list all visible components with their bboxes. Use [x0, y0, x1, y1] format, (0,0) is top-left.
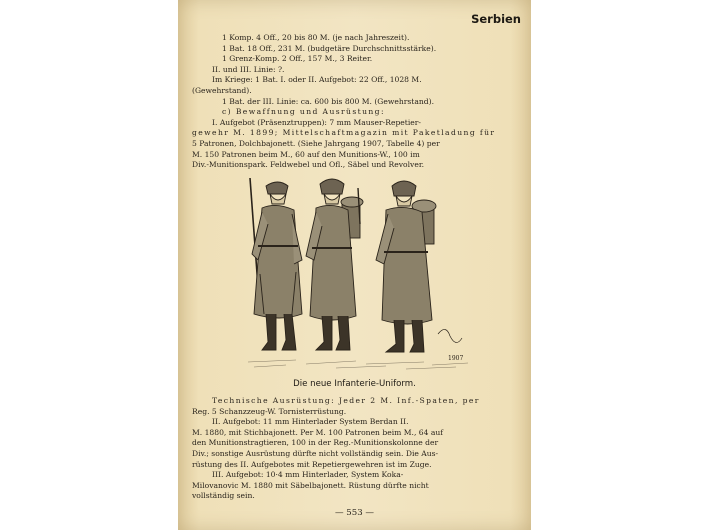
text-line: Reg. 5 Schanzzeug-W. Tornisterrüstung.: [192, 406, 347, 416]
infantry-uniform-illustration: [236, 164, 476, 380]
text-line: vollständig sein.: [192, 491, 255, 501]
soldier-right: [376, 181, 436, 352]
text-line: 1 Komp. 4 Off., 20 bis 80 M. (je nach Jahreszeit).: [222, 33, 410, 42]
artist-signature-mark: [438, 329, 462, 342]
soldier-left: [250, 178, 302, 350]
text-line: 5 Patronen, Dolchbajonett. (Siehe Jahrgang 1907, Tabelle 4) per: [192, 138, 440, 148]
text-line: 1 Bat. der III. Linie: ca. 600 bis 800 M. (Gewehrstand).: [222, 96, 434, 106]
text-line: 1 Bat. 18 Off., 231 M. (budgetäre Durchschnittsstärke).: [222, 43, 437, 53]
text-line: Div.-Munitionspark. Feldwebel und Ofl., Säbel und Revolver.: [192, 160, 425, 170]
soldier-middle: [306, 179, 363, 350]
text-line: Im Kriege: 1 Bat. I. oder II. Aufgebot: 22 Off., 1028 M.: [212, 75, 422, 85]
book-page: [178, 0, 531, 530]
text-line: III. Aufgebot: 10·4 mm Hinterlader, System Koka-: [212, 470, 404, 480]
running-header: Serbien: [471, 12, 521, 26]
text-block-top: [192, 33, 512, 171]
text-block-bottom: [192, 396, 512, 502]
page-number: — 553 —: [334, 508, 375, 518]
text-line: II. Aufgebot: 11 mm Hinterlader System Berdan II.: [212, 417, 409, 427]
text-line: Div.; sonstige Ausrüstung dürfte nicht vollständig sein. Die Aus-: [192, 448, 439, 458]
text-line: 1 Grenz-Komp. 2 Off., 157 M., 3 Reiter.: [222, 54, 373, 64]
text-line: c) Bewaffnung und Ausrüstung:: [222, 107, 385, 117]
text-line: Milovanovic M. 1880 mit Säbelbajonett. Rüstung dürfte nicht: [192, 480, 429, 490]
text-line: M. 1880, mit Stichbajonett. Per M. 100 Patronen beim M., 64 auf: [192, 427, 444, 437]
figure-caption: Die neue Infanterie-Uniform.: [293, 379, 416, 389]
text-line: rüstung des II. Aufgebotes mit Repetiergewehren ist im Zuge.: [192, 459, 432, 469]
signature-year: 1907: [448, 355, 464, 362]
text-line: Technische Ausrüstung: Jeder 2 M. Inf.-Spaten, per: [212, 396, 480, 405]
text-line: I. Aufgebot (Präsenztruppen): 7 mm Mauser-Repetier-: [212, 117, 421, 127]
text-line: gewehr M. 1899; Mittelschaftmagazin mit Paketladung für: [192, 128, 496, 138]
text-line: II. und III. Linie: ?.: [212, 64, 285, 74]
text-line: den Munitionstragtieren, 100 in der Reg.-Munitionskolonne der: [192, 438, 439, 448]
text-line: M. 150 Patronen beim M., 60 auf den Munitions-W., 100 im: [192, 149, 420, 159]
text-line: (Gewehrstand).: [192, 85, 252, 95]
